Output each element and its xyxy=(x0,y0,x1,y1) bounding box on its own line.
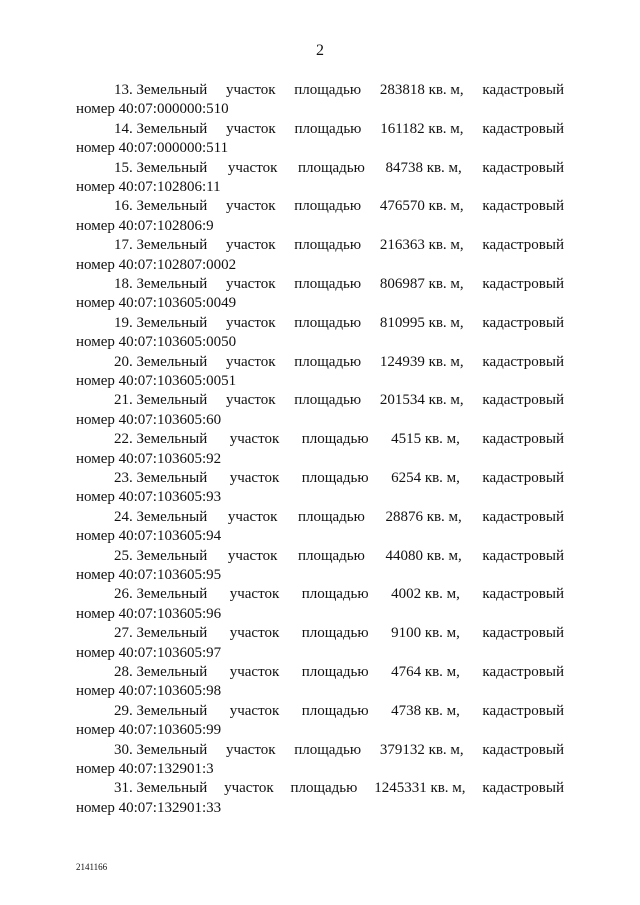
item-word-area: площадью xyxy=(290,780,358,797)
item-word-plot: Земельный xyxy=(136,237,208,254)
land-plot-line xyxy=(76,353,564,372)
item-number: 22. xyxy=(114,431,133,448)
item-word-area: площадью xyxy=(301,431,369,448)
item-area-value: 806987 кв. м, xyxy=(379,275,464,292)
item-number: 25. xyxy=(114,547,133,564)
item-label xyxy=(114,430,207,449)
item-cadastral-number: номер 40:07:103605:60 xyxy=(76,411,222,428)
item-word-parcel: участок xyxy=(225,353,276,370)
item-label xyxy=(114,353,207,372)
land-plot-line xyxy=(76,624,564,643)
item-word-area: площадью xyxy=(294,82,362,98)
item-area-value: 283818 кв. м, xyxy=(379,82,464,98)
item-word-parcel: участок xyxy=(229,469,280,486)
item-word-area: площадью xyxy=(294,237,362,254)
item-word-parcel: участок xyxy=(225,82,276,98)
item-number: 23. xyxy=(114,469,133,486)
item-word-plot: Земельный xyxy=(136,431,208,448)
item-word-area: площадью xyxy=(294,120,362,137)
document-code: 2141166 xyxy=(76,862,108,872)
item-area-value: 4764 кв. м, xyxy=(391,663,460,680)
item-cadastral-number: номер 40:07:132901:33 xyxy=(76,799,222,816)
item-area-value: 9100 кв. м, xyxy=(391,625,460,642)
item-cadastral-number: номер 40:07:000000:510 xyxy=(76,101,229,118)
item-word-cadastral: кадастровый xyxy=(482,159,564,176)
item-cadastral-number: номер 40:07:103605:95 xyxy=(76,566,222,583)
item-area-value: 28876 кв. м, xyxy=(385,508,462,525)
item-word-cadastral: кадастровый xyxy=(482,586,564,603)
item-label xyxy=(114,120,207,139)
item-number: 14. xyxy=(114,120,133,137)
item-word-cadastral: кадастровый xyxy=(482,741,564,758)
item-area-value: 124939 кв. м, xyxy=(379,353,464,370)
page-number: 2 xyxy=(316,42,324,59)
item-area-value: 201534 кв. м, xyxy=(379,392,464,409)
item-cadastral-number: номер 40:07:000000:511 xyxy=(76,140,229,157)
land-plot-item xyxy=(76,275,564,314)
land-plot-item xyxy=(76,120,564,159)
item-label xyxy=(114,508,207,527)
land-plot-line xyxy=(76,275,564,294)
item-word-area: площадью xyxy=(294,392,362,409)
item-cadastral-number: номер 40:07:102807:0002 xyxy=(76,256,237,273)
item-word-plot: Земельный xyxy=(136,625,208,642)
item-area-value: 6254 кв. м, xyxy=(391,469,460,486)
item-word-area: площадью xyxy=(301,586,369,603)
item-word-plot: Земельный xyxy=(136,159,208,176)
item-word-parcel: участок xyxy=(225,237,276,254)
item-word-area: площадью xyxy=(297,159,365,176)
item-word-parcel: участок xyxy=(229,431,280,448)
item-word-parcel: участок xyxy=(227,508,278,525)
item-word-plot: Земельный xyxy=(136,353,208,370)
item-cadastral-number: номер 40:07:103605:93 xyxy=(76,489,222,506)
land-plot-line xyxy=(76,236,564,255)
item-word-plot: Земельный xyxy=(136,702,208,719)
item-word-area: площадью xyxy=(301,625,369,642)
item-word-area: площадью xyxy=(301,469,369,486)
land-plot-line xyxy=(76,120,564,139)
item-label xyxy=(114,314,207,333)
item-word-cadastral: кадастровый xyxy=(482,431,564,448)
item-cadastral-number: номер 40:07:103605:92 xyxy=(76,450,222,467)
item-number: 15. xyxy=(114,159,133,176)
item-word-area: площадью xyxy=(294,275,362,292)
land-plot-item xyxy=(76,624,564,663)
land-plot-line xyxy=(76,547,564,566)
land-plot-item xyxy=(76,547,564,586)
item-word-area: площадью xyxy=(294,741,362,758)
item-word-plot: Земельный xyxy=(136,741,208,758)
item-label xyxy=(114,197,207,216)
item-word-cadastral: кадастровый xyxy=(482,392,564,409)
land-plot-item xyxy=(76,702,564,741)
item-cadastral-number: номер 40:07:102806:11 xyxy=(76,179,221,195)
item-word-cadastral: кадастровый xyxy=(482,237,564,254)
land-plot-item xyxy=(76,81,564,120)
item-word-parcel: участок xyxy=(229,702,280,719)
item-word-area: площадью xyxy=(294,314,362,331)
item-area-value: 161182 кв. м, xyxy=(380,120,464,137)
item-label xyxy=(114,159,207,178)
item-word-plot: Земельный xyxy=(136,780,208,797)
item-cadastral-number: номер 40:07:132901:3 xyxy=(76,760,214,777)
item-word-plot: Земельный xyxy=(136,198,208,215)
item-word-cadastral: кадастровый xyxy=(482,508,564,525)
item-cadastral-number: номер 40:07:103605:98 xyxy=(76,683,222,700)
item-word-cadastral: кадастровый xyxy=(482,625,564,642)
item-word-cadastral: кадастровый xyxy=(482,82,564,98)
land-plot-list xyxy=(76,81,564,818)
item-word-plot: Земельный xyxy=(136,82,208,98)
item-label xyxy=(114,547,207,566)
item-word-plot: Земельный xyxy=(136,275,208,292)
item-word-area: площадью xyxy=(301,663,369,680)
item-cadastral-number: номер 40:07:103605:99 xyxy=(76,722,222,739)
item-area-value: 4515 кв. м, xyxy=(391,431,460,448)
item-area-value: 1245331 кв. м, xyxy=(374,780,466,797)
item-word-parcel: участок xyxy=(225,275,276,292)
item-number: 27. xyxy=(114,625,133,642)
item-number: 29. xyxy=(114,702,133,719)
item-word-plot: Земельный xyxy=(136,314,208,331)
land-plot-item xyxy=(76,469,564,508)
item-cadastral-number: номер 40:07:103605:97 xyxy=(76,644,222,661)
item-word-parcel: участок xyxy=(229,663,280,680)
item-word-plot: Земельный xyxy=(136,663,208,680)
item-word-parcel: участок xyxy=(227,159,278,176)
land-plot-line xyxy=(76,779,564,798)
item-label xyxy=(114,741,207,760)
item-word-plot: Земельный xyxy=(136,469,208,486)
item-number: 17. xyxy=(114,237,133,254)
item-number: 13. xyxy=(114,82,133,98)
item-word-parcel: участок xyxy=(226,120,276,137)
item-area-value: 84738 кв. м, xyxy=(385,159,462,176)
land-plot-item xyxy=(76,508,564,547)
item-label xyxy=(114,624,207,643)
land-plot-item xyxy=(76,197,564,236)
item-word-plot: Земельный xyxy=(136,120,208,137)
item-label xyxy=(114,585,207,604)
item-cadastral-number: номер 40:07:103605:94 xyxy=(76,528,222,545)
land-plot-item xyxy=(76,236,564,275)
land-plot-item xyxy=(76,159,564,198)
land-plot-line xyxy=(76,159,564,178)
item-word-parcel: участок xyxy=(225,198,276,215)
item-area-value: 4002 кв. м, xyxy=(391,586,460,603)
item-number: 19. xyxy=(114,314,133,331)
item-label xyxy=(114,81,207,100)
item-word-plot: Земельный xyxy=(136,586,208,603)
item-word-cadastral: кадастровый xyxy=(482,702,564,719)
item-word-parcel: участок xyxy=(225,741,276,758)
item-word-parcel: участок xyxy=(227,547,278,564)
item-cadastral-number: номер 40:07:102806:9 xyxy=(76,217,214,234)
land-plot-line xyxy=(76,585,564,604)
land-plot-line xyxy=(76,469,564,488)
item-area-value: 4738 кв. м, xyxy=(391,702,460,719)
item-area-value: 379132 кв. м, xyxy=(379,741,464,758)
item-word-area: площадью xyxy=(294,353,362,370)
land-plot-line xyxy=(76,702,564,721)
item-word-parcel: участок xyxy=(225,392,276,409)
item-word-cadastral: кадастровый xyxy=(482,469,564,486)
land-plot-line xyxy=(76,430,564,449)
item-number: 18. xyxy=(114,275,133,292)
land-plot-item xyxy=(76,741,564,780)
item-word-plot: Земельный xyxy=(136,547,208,564)
item-area-value: 476570 кв. м, xyxy=(379,198,464,215)
item-area-value: 810995 кв. м, xyxy=(379,314,464,331)
item-label xyxy=(114,702,207,721)
item-label xyxy=(114,236,207,255)
item-word-parcel: участок xyxy=(224,780,274,797)
item-word-cadastral: кадастровый xyxy=(482,353,564,370)
item-label xyxy=(114,275,207,294)
land-plot-line xyxy=(76,508,564,527)
land-plot-item xyxy=(76,585,564,624)
item-word-cadastral: кадастровый xyxy=(482,663,564,680)
item-word-cadastral: кадастровый xyxy=(482,120,564,137)
item-word-parcel: участок xyxy=(225,314,276,331)
item-label xyxy=(114,663,207,682)
land-plot-line xyxy=(76,314,564,333)
item-area-value: 216363 кв. м, xyxy=(379,237,464,254)
item-label xyxy=(114,779,207,798)
land-plot-line xyxy=(76,391,564,410)
item-cadastral-number: номер 40:07:103605:96 xyxy=(76,605,222,622)
item-word-cadastral: кадастровый xyxy=(482,780,564,797)
item-word-cadastral: кадастровый xyxy=(482,275,564,292)
item-word-area: площадью xyxy=(297,508,365,525)
land-plot-line xyxy=(76,81,564,100)
item-number: 30. xyxy=(114,741,133,758)
item-word-area: площадью xyxy=(294,198,362,215)
item-cadastral-number: номер 40:07:103605:0049 xyxy=(76,295,237,312)
item-number: 16. xyxy=(114,198,133,215)
land-plot-item xyxy=(76,663,564,702)
land-plot-item xyxy=(76,779,564,818)
item-number: 24. xyxy=(114,508,133,525)
item-word-plot: Земельный xyxy=(136,392,208,409)
land-plot-item xyxy=(76,314,564,353)
item-area-value: 44080 кв. м, xyxy=(385,547,462,564)
item-word-cadastral: кадастровый xyxy=(482,547,564,564)
item-cadastral-number: номер 40:07:103605:0050 xyxy=(76,334,237,351)
item-word-parcel: участок xyxy=(229,586,280,603)
item-number: 20. xyxy=(114,353,133,370)
item-label xyxy=(114,391,207,410)
item-number: 28. xyxy=(114,663,133,680)
item-word-parcel: участок xyxy=(229,625,280,642)
item-word-area: площадью xyxy=(301,702,369,719)
item-number: 26. xyxy=(114,586,133,603)
land-plot-item xyxy=(76,391,564,430)
land-plot-line xyxy=(76,197,564,216)
item-number: 31. xyxy=(114,780,133,797)
item-word-area: площадью xyxy=(297,547,365,564)
land-plot-item xyxy=(76,430,564,469)
item-number: 21. xyxy=(114,392,133,409)
land-plot-line xyxy=(76,741,564,760)
item-cadastral-number: номер 40:07:103605:0051 xyxy=(76,372,237,389)
item-word-cadastral: кадастровый xyxy=(482,198,564,215)
item-word-cadastral: кадастровый xyxy=(482,314,564,331)
land-plot-line xyxy=(76,663,564,682)
item-label xyxy=(114,469,207,488)
item-word-plot: Земельный xyxy=(136,508,208,525)
land-plot-item xyxy=(76,353,564,392)
